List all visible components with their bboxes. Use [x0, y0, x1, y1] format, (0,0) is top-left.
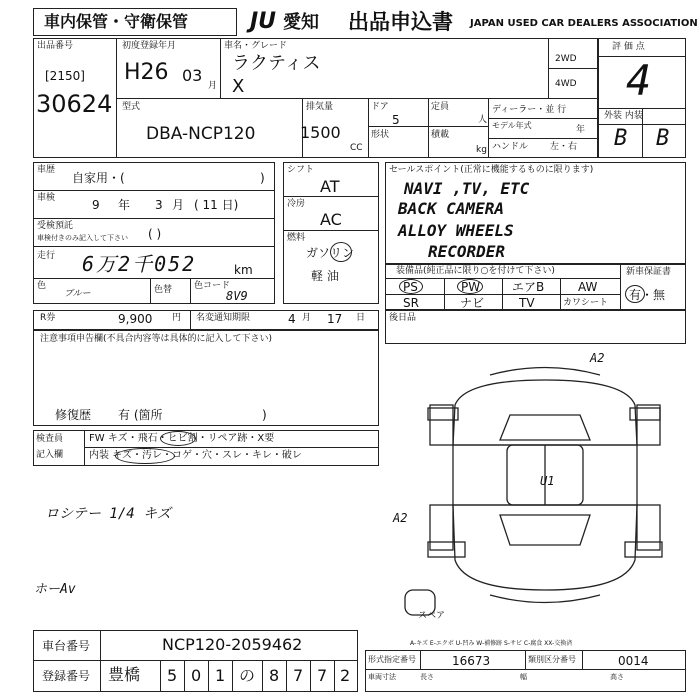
- type-value: 16673: [452, 654, 491, 668]
- sales-point-line-4: RECORDER: [428, 242, 506, 261]
- shift-label: シフト: [287, 165, 315, 175]
- entry-label: 記入欄: [36, 450, 64, 460]
- reg-digit-3: 1: [215, 666, 226, 685]
- first-reg-era-year: H26: [124, 60, 169, 85]
- reg-digit-4: 8: [269, 666, 280, 685]
- reg-digit-1: 5: [167, 666, 178, 685]
- inspector-label: 検査員: [36, 434, 64, 444]
- car-damage-diagram: [395, 345, 690, 645]
- ju-logo: JU: [250, 9, 277, 34]
- warranty-label: 新車保証書: [626, 267, 672, 277]
- grade-label: 評 価 点: [612, 42, 645, 52]
- equip-pw: PW: [461, 280, 481, 294]
- shaken-day: ( 11 日): [194, 198, 239, 212]
- after-block: [385, 310, 686, 344]
- color-code: 8V9: [226, 289, 248, 303]
- shift-value: AT: [320, 177, 340, 196]
- inspection-interior-row: 内装 キズ・汚レ・コゲ・穴・スレ・キレ・破レ: [89, 450, 302, 461]
- form-title: 出品申込書: [348, 10, 453, 34]
- tax-unit: 円: [172, 313, 182, 323]
- car-name: ラクティス: [232, 53, 321, 74]
- sales-point-line-2: BACK CAMERA: [398, 199, 504, 218]
- shaken-year-unit: 年: [118, 198, 131, 212]
- displacement: 1500: [300, 123, 341, 142]
- notes-label: 注意事項申告欄(不具合内容等は具体的に記入して下さい): [40, 334, 273, 344]
- first-reg-month-unit: 月: [208, 81, 218, 91]
- exterior-grade: B: [614, 126, 628, 151]
- reg-digit-5: 7: [293, 666, 304, 685]
- repair-value: 有 (箇所: [118, 408, 163, 422]
- reg-label: 登録番号: [42, 669, 91, 683]
- deadline-month: 4: [288, 312, 296, 326]
- fuel-diesel: 軽 油: [311, 269, 339, 283]
- handle-label: ハンドル: [492, 142, 529, 152]
- model-label: 型式: [122, 102, 141, 112]
- aircon-value: AC: [320, 210, 342, 229]
- class-value: 0014: [618, 654, 649, 668]
- body-dim-label: 車両寸法: [368, 673, 396, 681]
- load-unit: kg: [476, 145, 487, 155]
- reg-separator: の: [239, 666, 256, 685]
- reg-digit-7: 2: [340, 666, 351, 685]
- deadline-day-unit: 日: [356, 313, 366, 323]
- mark-a2-left: A2: [393, 511, 408, 525]
- drive-2wd: 2WD: [555, 54, 577, 64]
- equip-aw: AW: [578, 280, 598, 294]
- history-close: ): [260, 171, 265, 185]
- assoc-name: JAPAN USED CAR DEALERS ASSOCIATION: [470, 18, 698, 29]
- reg-area: 豊橋: [108, 665, 141, 684]
- warranty-value: 有・無: [629, 288, 666, 302]
- damage-legend: A-キズ E-エクボ U-凹み W-補修跡 S-サビ C-腐食 XX-交換済: [410, 640, 573, 647]
- listing-code: [2150]: [45, 69, 85, 83]
- mileage-value: 6万2千052: [82, 252, 197, 276]
- height-label: 高さ: [610, 673, 624, 681]
- displacement-label: 排気量: [306, 102, 334, 112]
- chassis-number: NCP120-2059462: [162, 635, 303, 654]
- sales-point-line-3: ALLOY WHEELS: [398, 221, 514, 240]
- color-code-label: 色コード: [194, 281, 231, 291]
- fuel-label: 燃料: [287, 233, 306, 243]
- mileage-unit: km: [234, 263, 253, 277]
- model-code: DBA-NCP120: [146, 124, 256, 144]
- car-name-label: 車名・グレード: [224, 41, 288, 51]
- type-label: 形式指定番号: [368, 655, 416, 664]
- handwritten-note-1: ロシテー 1/4 キズ: [45, 506, 171, 522]
- mark-a2-top: A2: [590, 351, 605, 365]
- first-reg-label: 初度登録年月: [122, 41, 177, 51]
- drive-4wd: 4WD: [555, 79, 577, 89]
- repair-close: ): [262, 408, 267, 422]
- shaken-month-unit: 月: [172, 198, 185, 212]
- displacement-unit: CC: [350, 143, 363, 153]
- color-value: ブルー: [64, 289, 91, 299]
- handwritten-note-2: ホーAv: [34, 582, 76, 597]
- door-label: ドア: [371, 102, 389, 112]
- capacity-label: 定員: [431, 102, 450, 112]
- ext-int-label: 外装 内装: [604, 111, 643, 121]
- shape-label: 形状: [371, 130, 390, 140]
- class-label: 類別区分番号: [528, 655, 576, 664]
- history-value: 自家用・(: [72, 171, 125, 185]
- equip-navi: ナビ: [460, 296, 485, 310]
- deadline-month-unit: 月: [302, 313, 312, 323]
- fuel-gasoline: ガソリン: [306, 246, 355, 260]
- shaken-month: 3: [155, 198, 163, 212]
- spare-label: スペア: [418, 611, 446, 621]
- after-label: 後日品: [389, 313, 417, 323]
- equip-leather: カワシート: [563, 298, 609, 308]
- color-change-label: 色替: [154, 285, 173, 295]
- reg-digit-6: 7: [317, 666, 328, 685]
- repair-label: 修復歴: [55, 408, 92, 422]
- org-name: 愛知: [283, 12, 319, 33]
- equipment-label: 装備品(純正品に限り○を付けて下さい): [396, 266, 555, 276]
- capacity-unit: 人: [478, 115, 488, 125]
- width-label: 幅: [520, 673, 527, 681]
- length-label: 長さ: [420, 673, 434, 681]
- dealer-label: ディーラー・並 行: [492, 105, 567, 115]
- inspection-fw-row: FW キズ・飛石・ヒビ割・リペア跡・X要: [89, 433, 275, 444]
- equip-airbag: エアB: [512, 280, 545, 294]
- tax-amount: 9,900: [118, 312, 153, 326]
- history-label: 車歴: [37, 165, 56, 175]
- equip-tv: TV: [519, 296, 535, 310]
- interior-mark-circle: [115, 448, 175, 464]
- chassis-label: 車台番号: [42, 639, 91, 653]
- deadline-day: 17: [327, 312, 343, 326]
- shaken-label: 車検: [37, 193, 56, 203]
- grade-score: 4: [626, 56, 652, 105]
- aircon-label: 冷房: [287, 199, 306, 209]
- storage-label: 車内保管・守衛保管: [44, 12, 189, 31]
- deadline-label: 名変通知期限: [196, 313, 251, 323]
- color-label: 色: [37, 281, 47, 291]
- reg-digit-2: 0: [191, 666, 202, 685]
- handle-value: 左・右: [550, 142, 578, 152]
- equip-ps: PS: [403, 280, 418, 294]
- recycle-note: 車検付きのみ記入して下さい: [37, 234, 128, 242]
- doors: 5: [392, 113, 400, 127]
- listing-number: 30624: [36, 90, 113, 118]
- listing-number-label: 出品番号: [37, 41, 74, 51]
- recycle-paren: ( ): [148, 227, 162, 241]
- recycle-label: 受検預託: [37, 221, 74, 231]
- equip-sr: SR: [403, 296, 419, 310]
- shaken-year: 9: [92, 198, 100, 212]
- first-reg-month: 03: [182, 66, 203, 85]
- tax-label: R券: [40, 313, 56, 323]
- sales-points-label: セールスポイント(正常に機能するものに限ります): [389, 165, 594, 175]
- sales-point-line-1: NAVI ,TV, ETC: [404, 179, 530, 198]
- year-unit: 年: [576, 125, 586, 135]
- mileage-label: 走行: [37, 251, 56, 261]
- load-label: 積載: [431, 130, 450, 140]
- fw-mark-circle: [160, 431, 196, 446]
- model-year-label: モデル年式: [492, 121, 532, 130]
- car-grade: X: [232, 76, 245, 97]
- interior-grade: B: [656, 126, 670, 151]
- mark-u1: U1: [540, 474, 555, 488]
